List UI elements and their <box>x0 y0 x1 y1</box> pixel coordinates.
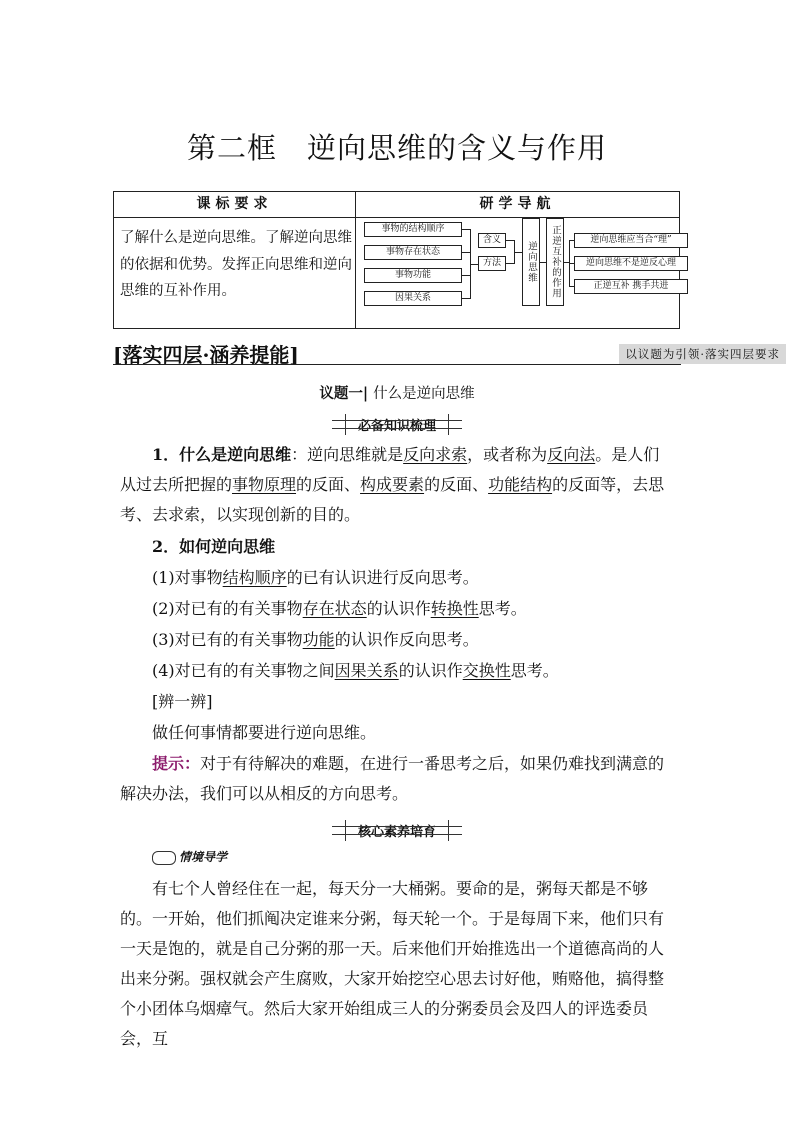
intro-table <box>113 191 680 329</box>
guide-label: 情境导学 <box>152 848 227 865</box>
diagram-role-box: 正逆互补的作用 <box>546 218 564 306</box>
curriculum-header: 课标要求 <box>196 196 273 212</box>
page-title: 第二框 逆向思维的含义与作用 <box>186 131 608 165</box>
study-guide-header: 研学导航 <box>479 196 556 212</box>
section-title: [落实四层·涵养提能] <box>113 343 299 367</box>
story-paragraph: 有七个人曾经住在一起，每天分一大桶粥。要命的是，粥每天都是不够的。一开始，他们抓阄决定谁来分粥，每天轮一个。于是每周下来，他们只有一天是饱的，就是自己分粥的那一天。后来他们开始推选出一个道德高尚的人出来分粥。强权就会产生腐败，大家开始挖空心思去讨好他，贿赂他，搞得整个小团体乌烟瘴气。然后大家开始组成三人的分粥委员会及四人的评选委员会，互 <box>120 879 665 1048</box>
diagram-left-box: 事物存在状态 <box>364 245 462 260</box>
diagram-method-box: 方法 <box>478 256 506 271</box>
curriculum-requirement: 了解什么是逆向思维。了解逆向思维的依据和优势。发挥正向思维和逆向思维的互补作用。 <box>120 230 352 299</box>
list-item: (4)对已有的有关事物之间因果关系的认识作交换性思考。 <box>152 661 559 680</box>
diagram-right-box: 逆向思维不是逆反心理 <box>574 256 688 271</box>
diagram-left-box: 事物功能 <box>364 268 462 283</box>
knowledge-band: 必备知识梳理 <box>0 414 794 435</box>
list-item: (3)对已有的有关事物功能的认识作反向思考。 <box>152 630 479 649</box>
hint-paragraph: 提示：对于有待解决的难题，在进行一番思考之后，如果仍难找到满意的解决办法，我们可以从相反的方向思考。 <box>120 754 665 803</box>
discuss-label: [辨一辨] <box>152 692 213 711</box>
discuss-question: 做任何事情都要进行逆向思维。 <box>152 723 377 742</box>
list-item: (1)对事物结构顺序的已有认识进行反向思考。 <box>152 568 479 587</box>
section-tag: 以议题为引领·落实四层要求 <box>619 344 786 364</box>
diagram-right-box: 正逆互补 携手共进 <box>574 279 688 294</box>
heading-how: 2．如何逆向思维 <box>152 537 276 556</box>
diagram-left-box: 事物的结构顺序 <box>364 222 462 237</box>
core-band: 核心素养培育 <box>0 820 794 841</box>
paragraph-definition: 1．什么是逆向思维：逆向思维就是反向求索，或者称为反向法。是人们从过去所把握的事物原理的反面、构成要素的反面、功能结构的反面等，去思考、去求索，以实现创新的目的。 <box>120 445 665 524</box>
hand-icon <box>152 851 176 865</box>
diagram-meaning-box: 含义 <box>478 233 506 248</box>
diagram-center-box: 逆向思维 <box>522 218 540 306</box>
diagram-right-box: 逆向思维应当合“理” <box>574 233 688 248</box>
diagram-left-box: 因果关系 <box>364 291 462 306</box>
topic-heading: 议题一| 什么是逆向思维 <box>319 385 475 402</box>
list-item: (2)对已有的有关事物存在状态的认识作转换性思考。 <box>152 599 527 618</box>
